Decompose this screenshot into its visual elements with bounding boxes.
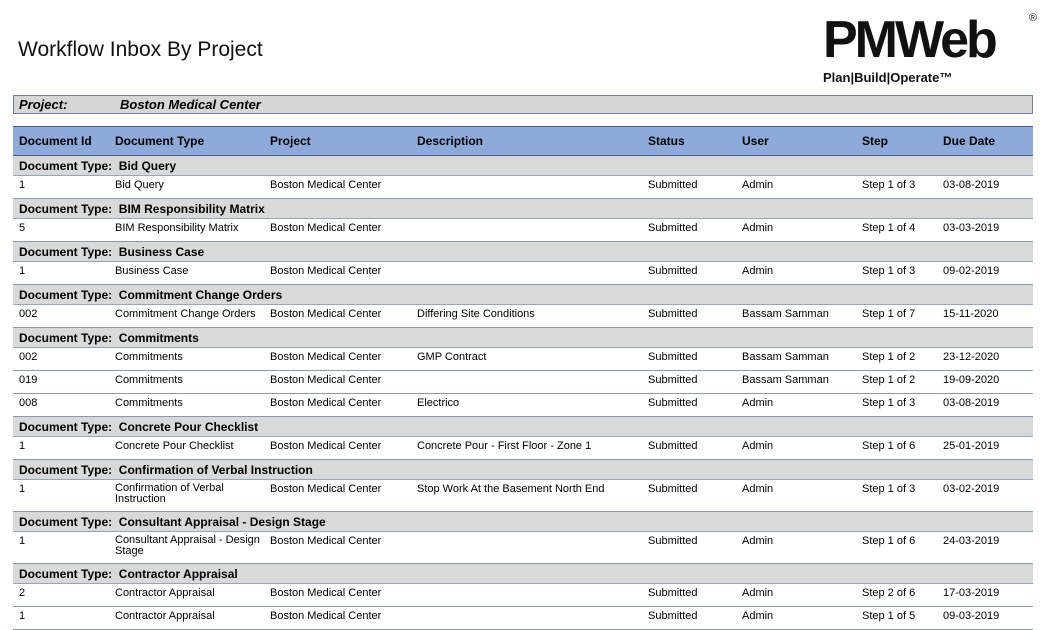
table-row[interactable] (13, 219, 1033, 242)
col-header-project[interactable]: Project (264, 127, 411, 156)
cell-step: Step 1 of 2 (856, 371, 937, 394)
cell-step: Step 1 of 3 (856, 480, 937, 512)
group-header-row (13, 417, 1033, 437)
group-header-row (13, 242, 1033, 262)
pmweb-logo (823, 10, 1043, 92)
table-row[interactable] (13, 348, 1033, 371)
col-header-status[interactable]: Status (642, 127, 736, 156)
cell-document-type: Commitment Change Orders (109, 305, 264, 328)
cell-due-date: 03-02-2019 (937, 480, 1033, 512)
cell-user: Admin (736, 584, 856, 607)
cell-status: Submitted (642, 305, 736, 328)
cell-document-type: Concrete Pour Checklist (109, 437, 264, 460)
group-header (13, 156, 1033, 176)
group-name: Consultant Appraisal - Design Stage (118, 514, 326, 529)
cell-description (411, 584, 642, 607)
cell-document-id: 1 (13, 437, 109, 460)
group-header (13, 328, 1033, 348)
group-prefix: Document Type: (19, 462, 113, 477)
group-name: Business Case (118, 244, 205, 259)
cell-due-date: 03-08-2019 (937, 176, 1033, 199)
table-row[interactable] (13, 437, 1033, 460)
cell-project: Boston Medical Center (264, 532, 411, 564)
cell-due-date: 03-08-2019 (937, 394, 1033, 417)
table-header-row (13, 127, 1033, 156)
cell-document-type: BIM Responsibility Matrix (109, 219, 264, 242)
col-header-document-id[interactable]: Document Id (13, 127, 109, 156)
cell-document-type: Contractor Appraisal (109, 584, 264, 607)
cell-due-date: 09-02-2019 (937, 262, 1033, 285)
group-name: Commitments (118, 330, 199, 345)
cell-description: Stop Work At the Basement North End (411, 480, 642, 512)
table-row[interactable] (13, 262, 1033, 285)
cell-status: Submitted (642, 584, 736, 607)
cell-step: Step 1 of 3 (856, 176, 937, 199)
cell-project: Boston Medical Center (264, 219, 411, 242)
cell-user: Admin (736, 176, 856, 199)
group-name: BIM Responsibility Matrix (118, 201, 265, 216)
cell-due-date: 23-12-2020 (937, 348, 1033, 371)
cell-description: Differing Site Conditions (411, 305, 642, 328)
cell-due-date: 15-11-2020 (937, 305, 1033, 328)
cell-document-id: 1 (13, 607, 109, 630)
cell-document-id: 008 (13, 394, 109, 417)
table-row[interactable] (13, 532, 1033, 564)
cell-document-id: 002 (13, 305, 109, 328)
cell-status: Submitted (642, 176, 736, 199)
cell-description: Concrete Pour - First Floor - Zone 1 (411, 437, 642, 460)
cell-due-date: 03-03-2019 (937, 219, 1033, 242)
cell-project: Boston Medical Center (264, 262, 411, 285)
cell-document-type: Commitments (109, 371, 264, 394)
cell-description (411, 371, 642, 394)
cell-status: Submitted (642, 607, 736, 630)
group-header-row (13, 328, 1033, 348)
col-header-user[interactable]: User (736, 127, 856, 156)
group-prefix: Document Type: (19, 287, 113, 302)
logo-wordmark: PMWeb (823, 11, 995, 69)
group-header (13, 417, 1033, 437)
project-name: Boston Medical Center (120, 97, 261, 112)
cell-document-id: 2 (13, 584, 109, 607)
cell-description (411, 219, 642, 242)
table-row[interactable] (13, 394, 1033, 417)
group-prefix: Document Type: (19, 201, 113, 216)
cell-description (411, 532, 642, 564)
cell-project: Boston Medical Center (264, 305, 411, 328)
logo-tagline: Plan|Build|Operate™ (823, 70, 953, 85)
col-header-due-date[interactable]: Due Date (937, 127, 1033, 156)
cell-step: Step 1 of 2 (856, 348, 937, 371)
group-name: Commitment Change Orders (118, 287, 283, 302)
cell-step: Step 1 of 6 (856, 532, 937, 564)
cell-user: Bassam Samman (736, 371, 856, 394)
cell-project: Boston Medical Center (264, 394, 411, 417)
group-header (13, 460, 1033, 480)
cell-document-type: Commitments (109, 394, 264, 417)
cell-step: Step 1 of 3 (856, 262, 937, 285)
cell-due-date: 09-03-2019 (937, 607, 1033, 630)
group-header (13, 242, 1033, 262)
cell-document-type: Bid Query (109, 176, 264, 199)
group-header-row (13, 285, 1033, 305)
group-prefix: Document Type: (19, 244, 113, 259)
workflow-table (13, 126, 1033, 630)
cell-due-date: 24-03-2019 (937, 532, 1033, 564)
table-row[interactable] (13, 176, 1033, 199)
table-row[interactable] (13, 607, 1033, 630)
cell-user: Admin (736, 219, 856, 242)
cell-document-id: 019 (13, 371, 109, 394)
group-header (13, 512, 1033, 532)
cell-document-type: Contractor Appraisal (109, 607, 264, 630)
cell-user: Bassam Samman (736, 348, 856, 371)
group-header-row (13, 512, 1033, 532)
project-label: Project: (19, 97, 68, 112)
cell-status: Submitted (642, 437, 736, 460)
cell-project: Boston Medical Center (264, 584, 411, 607)
cell-description: Electrico (411, 394, 642, 417)
cell-user: Admin (736, 607, 856, 630)
cell-document-id: 1 (13, 262, 109, 285)
cell-document-type: Commitments (109, 348, 264, 371)
group-header-row (13, 564, 1033, 584)
cell-user: Admin (736, 394, 856, 417)
cell-status: Submitted (642, 532, 736, 564)
report-title: Workflow Inbox By Project (18, 38, 263, 61)
cell-step: Step 1 of 4 (856, 219, 937, 242)
cell-step: Step 1 of 7 (856, 305, 937, 328)
cell-step: Step 1 of 5 (856, 607, 937, 630)
cell-document-type: Business Case (109, 262, 264, 285)
cell-user: Admin (736, 262, 856, 285)
group-header-row (13, 460, 1033, 480)
cell-project: Boston Medical Center (264, 480, 411, 512)
cell-user: Admin (736, 532, 856, 564)
cell-project: Boston Medical Center (264, 176, 411, 199)
group-name: Confirmation of Verbal Instruction (118, 462, 313, 477)
cell-status: Submitted (642, 480, 736, 512)
cell-due-date: 17-03-2019 (937, 584, 1033, 607)
col-header-step[interactable]: Step (856, 127, 937, 156)
col-header-description[interactable]: Description (411, 127, 642, 156)
cell-document-id: 1 (13, 176, 109, 199)
cell-project: Boston Medical Center (264, 371, 411, 394)
cell-due-date: 19-09-2020 (937, 371, 1033, 394)
group-header (13, 199, 1033, 219)
cell-project: Boston Medical Center (264, 348, 411, 371)
group-prefix: Document Type: (19, 419, 113, 434)
group-prefix: Document Type: (19, 158, 113, 173)
cell-description: GMP Contract (411, 348, 642, 371)
group-header-row (13, 156, 1033, 176)
cell-step: Step 2 of 6 (856, 584, 937, 607)
group-prefix: Document Type: (19, 330, 113, 345)
group-prefix: Document Type: (19, 566, 113, 581)
cell-document-id: 1 (13, 480, 109, 512)
cell-status: Submitted (642, 219, 736, 242)
table-row[interactable] (13, 305, 1033, 328)
table-row[interactable] (13, 584, 1033, 607)
group-name: Contractor Appraisal (118, 566, 238, 581)
cell-project: Boston Medical Center (264, 437, 411, 460)
table-row[interactable] (13, 371, 1033, 394)
cell-status: Submitted (642, 394, 736, 417)
cell-document-type: Consultant Appraisal - Design Stage (109, 532, 264, 564)
group-name: Concrete Pour Checklist (118, 419, 259, 434)
group-name: Bid Query (118, 158, 177, 173)
table-body (13, 156, 1033, 630)
cell-document-type: Confirmation of Verbal Instruction (109, 480, 264, 512)
cell-document-id: 1 (13, 532, 109, 564)
cell-status: Submitted (642, 348, 736, 371)
group-header (13, 564, 1033, 584)
group-header (13, 285, 1033, 305)
cell-user: Bassam Samman (736, 305, 856, 328)
project-header-bar (13, 95, 1033, 114)
group-prefix: Document Type: (19, 514, 113, 529)
cell-step: Step 1 of 3 (856, 394, 937, 417)
cell-description (411, 262, 642, 285)
logo-registered-mark: ® (1028, 12, 1037, 24)
cell-due-date: 25-01-2019 (937, 437, 1033, 460)
cell-project: Boston Medical Center (264, 607, 411, 630)
cell-description (411, 176, 642, 199)
cell-user: Admin (736, 437, 856, 460)
cell-status: Submitted (642, 371, 736, 394)
col-header-document-type[interactable]: Document Type (109, 127, 264, 156)
cell-step: Step 1 of 6 (856, 437, 937, 460)
cell-document-id: 5 (13, 219, 109, 242)
cell-document-id: 002 (13, 348, 109, 371)
table-row[interactable] (13, 480, 1033, 512)
cell-status: Submitted (642, 262, 736, 285)
cell-description (411, 607, 642, 630)
group-header-row (13, 199, 1033, 219)
cell-user: Admin (736, 480, 856, 512)
